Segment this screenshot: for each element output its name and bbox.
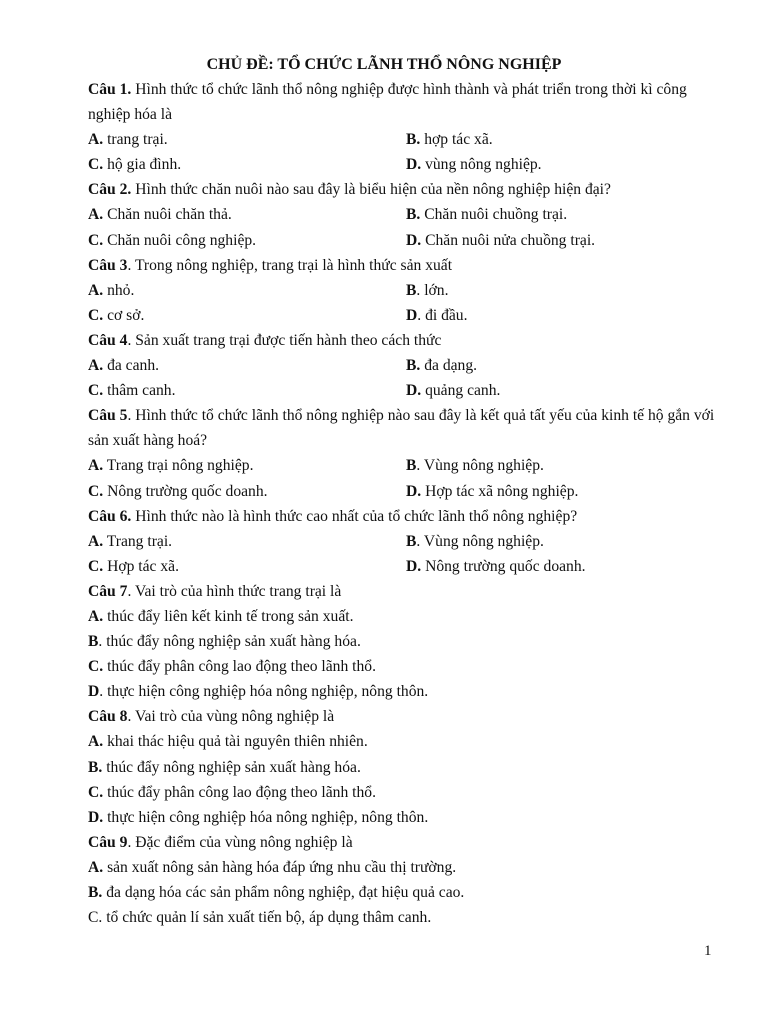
option-key: A.: [88, 131, 104, 149]
option-d: [406, 479, 578, 504]
option-c: [88, 905, 733, 930]
option-text: vùng nông nghiệp.: [421, 156, 542, 174]
option-text: Chăn nuôi chuồng trại.: [420, 206, 568, 224]
option-key: C.: [88, 557, 104, 575]
question-5: [88, 403, 733, 453]
option-key: C.: [88, 156, 104, 174]
option-key: B.: [406, 357, 421, 375]
option-row: [88, 378, 733, 403]
option-text: Chăn nuôi công nghiệp.: [103, 231, 257, 249]
option-a: [88, 127, 406, 152]
option-d: [406, 303, 468, 328]
question-6: [88, 504, 733, 529]
question-4: [88, 328, 733, 353]
option-b: [88, 755, 733, 780]
option-b: [406, 453, 544, 478]
option-text: Hợp tác xã.: [103, 557, 179, 575]
option-key: B: [406, 457, 417, 475]
page-number: 1: [704, 943, 712, 959]
option-d: [406, 554, 586, 579]
option-key: D.: [406, 231, 422, 249]
question-label: Câu 2.: [88, 181, 132, 199]
option-c: [88, 654, 733, 679]
option-c: [88, 378, 406, 403]
option-key: B.: [88, 758, 103, 776]
option-text: Nông trường quốc doanh.: [103, 482, 268, 500]
option-a: [88, 278, 406, 303]
question-text: . Hình thức tổ chức lãnh thổ nông nghiệp nào sau đây là kết quả tất yếu của kinh tế hộ gắn với sản xuất hàng hoá?: [88, 407, 715, 450]
option-text: . lớn.: [416, 281, 449, 299]
option-key: A.: [88, 357, 104, 375]
option-c: [88, 152, 406, 177]
option-c: [88, 303, 406, 328]
option-text: thúc đẩy liên kết kinh tế trong sản xuất.: [103, 607, 354, 625]
option-d: [88, 679, 733, 704]
option-b: [88, 880, 733, 905]
question-8: [88, 704, 733, 729]
option-text: hộ gia đình.: [103, 156, 182, 174]
option-text: đa dạng hóa các sản phẩm nông nghiệp, đạt hiệu quả cao.: [102, 884, 465, 901]
question-list: [88, 77, 733, 930]
question-label: Câu 9: [88, 833, 128, 851]
option-d: [88, 805, 733, 830]
option-key: B: [406, 281, 417, 299]
option-text: . thực hiện công nghiệp hóa nông nghiệp, nông thôn.: [99, 683, 429, 701]
option-a: [88, 529, 406, 554]
question-text: Hình thức tổ chức lãnh thổ nông nghiệp được hình thành và phát triển trong thời kì công nghiệp hóa là: [88, 81, 687, 124]
option-a: [88, 353, 406, 378]
option-d: [406, 228, 595, 253]
option-text: Nông trường quốc doanh.: [421, 557, 586, 575]
option-key: A.: [88, 281, 104, 299]
option-text: Trang trại.: [103, 532, 173, 550]
option-key: D.: [406, 482, 422, 500]
option-a: [88, 202, 406, 227]
option-text: . thúc đẩy nông nghiệp sản xuất hàng hóa.: [98, 633, 361, 651]
option-key: A.: [88, 457, 104, 475]
option-row: [88, 479, 733, 504]
option-key: C.: [88, 231, 104, 249]
option-row: [88, 202, 733, 227]
option-text: . đi đầu.: [417, 306, 468, 324]
option-d: [406, 378, 500, 403]
option-text: Chăn nuôi nửa chuồng trại.: [421, 231, 596, 249]
option-d: [406, 152, 542, 177]
option-text: thúc đẩy phân công lao động theo lãnh thổ.: [103, 658, 377, 676]
question-label: Câu 1.: [88, 81, 132, 98]
question-text: . Sản xuất trang trại được tiến hành theo cách thức: [127, 331, 442, 349]
question-1: [88, 77, 733, 127]
question-label: Câu 6.: [88, 507, 132, 525]
option-text: quảng canh.: [421, 382, 501, 400]
option-text: thúc đẩy phân công lao động theo lãnh thổ.: [103, 783, 377, 801]
question-7: [88, 579, 733, 604]
option-a: [88, 604, 733, 629]
option-key: D.: [88, 808, 104, 826]
option-b: [406, 529, 544, 554]
option-key: B.: [88, 884, 103, 901]
question-label: Câu 7: [88, 582, 128, 600]
option-key: C.: [88, 482, 104, 500]
option-key: D: [88, 683, 100, 701]
option-key: D.: [406, 382, 422, 400]
option-c: [88, 780, 733, 805]
question-label: Câu 5: [88, 407, 128, 425]
option-key: A.: [88, 206, 104, 224]
question-text: . Vai trò của vùng nông nghiệp là: [127, 708, 335, 726]
option-c: [88, 554, 406, 579]
option-text: Hợp tác xã nông nghiệp.: [421, 482, 579, 500]
option-text: thúc đẩy nông nghiệp sản xuất hàng hóa.: [102, 758, 361, 776]
option-key: C.: [88, 783, 104, 801]
option-c: [88, 228, 406, 253]
document-title: CHỦ ĐỀ: TỔ CHỨC LÃNH THỔ NÔNG NGHIỆP: [206, 56, 562, 73]
option-row: [88, 353, 733, 378]
option-b: [406, 202, 567, 227]
option-text: . Vùng nông nghiệp.: [416, 457, 544, 475]
option-a: [88, 729, 733, 754]
option-text: Chăn nuôi chăn thả.: [103, 206, 232, 224]
option-text: cơ sở.: [103, 306, 145, 324]
option-key: C: [88, 909, 99, 927]
option-b: [406, 278, 448, 303]
option-key: D: [406, 306, 418, 324]
option-text: sản xuất nông sản hàng hóa đáp ứng nhu cầu thị trường.: [103, 858, 457, 876]
option-key: C.: [88, 658, 104, 676]
question-text: Hình thức nào là hình thức cao nhất của tổ chức lãnh thổ nông nghiệp?: [131, 507, 578, 525]
option-b: [406, 353, 477, 378]
option-key: C.: [88, 382, 104, 400]
option-text: đa dạng.: [420, 357, 478, 375]
option-key: B.: [406, 131, 421, 149]
option-key: A.: [88, 733, 104, 751]
option-text: . Vùng nông nghiệp.: [416, 532, 544, 550]
option-text: thâm canh.: [103, 382, 176, 400]
question-9: [88, 830, 733, 855]
option-key: D.: [406, 156, 422, 174]
option-row: [88, 453, 733, 478]
question-text: . Vai trò của hình thức trang trại là: [127, 582, 342, 600]
option-row: [88, 554, 733, 579]
option-text: thực hiện công nghiệp hóa nông nghiệp, nông thôn.: [103, 808, 429, 826]
option-text: trang trại.: [103, 131, 168, 149]
option-key: B.: [406, 206, 421, 224]
option-text: nhỏ.: [103, 281, 135, 299]
option-key: A.: [88, 607, 104, 625]
question-text: . Trong nông nghiệp, trang trại là hình thức sản xuất: [127, 256, 453, 274]
option-row: [88, 152, 733, 177]
option-key: B: [88, 633, 99, 651]
option-key: C.: [88, 306, 104, 324]
option-b: [88, 629, 733, 654]
option-text: hợp tác xã.: [420, 131, 493, 149]
option-key: A.: [88, 858, 104, 876]
option-key: A.: [88, 532, 104, 550]
option-a: [88, 855, 733, 880]
option-row: [88, 228, 733, 253]
option-b: [406, 127, 493, 152]
option-a: [88, 453, 406, 478]
option-key: D.: [406, 557, 422, 575]
option-text: đa canh.: [103, 357, 160, 375]
option-text: Trang trại nông nghiệp.: [103, 457, 254, 475]
option-text: . tổ chức quản lí sản xuất tiến bộ, áp dụng thâm canh.: [98, 909, 432, 927]
option-row: [88, 127, 733, 152]
question-3: [88, 253, 733, 278]
option-row: [88, 529, 733, 554]
question-label: Câu 4: [88, 331, 128, 349]
option-row: [88, 278, 733, 303]
option-row: [88, 303, 733, 328]
question-2: [88, 177, 733, 202]
option-text: khai thác hiệu quả tài nguyên thiên nhiên.: [103, 733, 368, 751]
option-key: B: [406, 532, 417, 550]
option-c: [88, 479, 406, 504]
question-label: Câu 8: [88, 708, 128, 726]
question-label: Câu 3: [88, 256, 128, 274]
question-text: Hình thức chăn nuôi nào sau đây là biểu hiện của nền nông nghiệp hiện đại?: [131, 181, 611, 199]
question-text: . Đặc điểm của vùng nông nghiệp là: [127, 833, 353, 851]
